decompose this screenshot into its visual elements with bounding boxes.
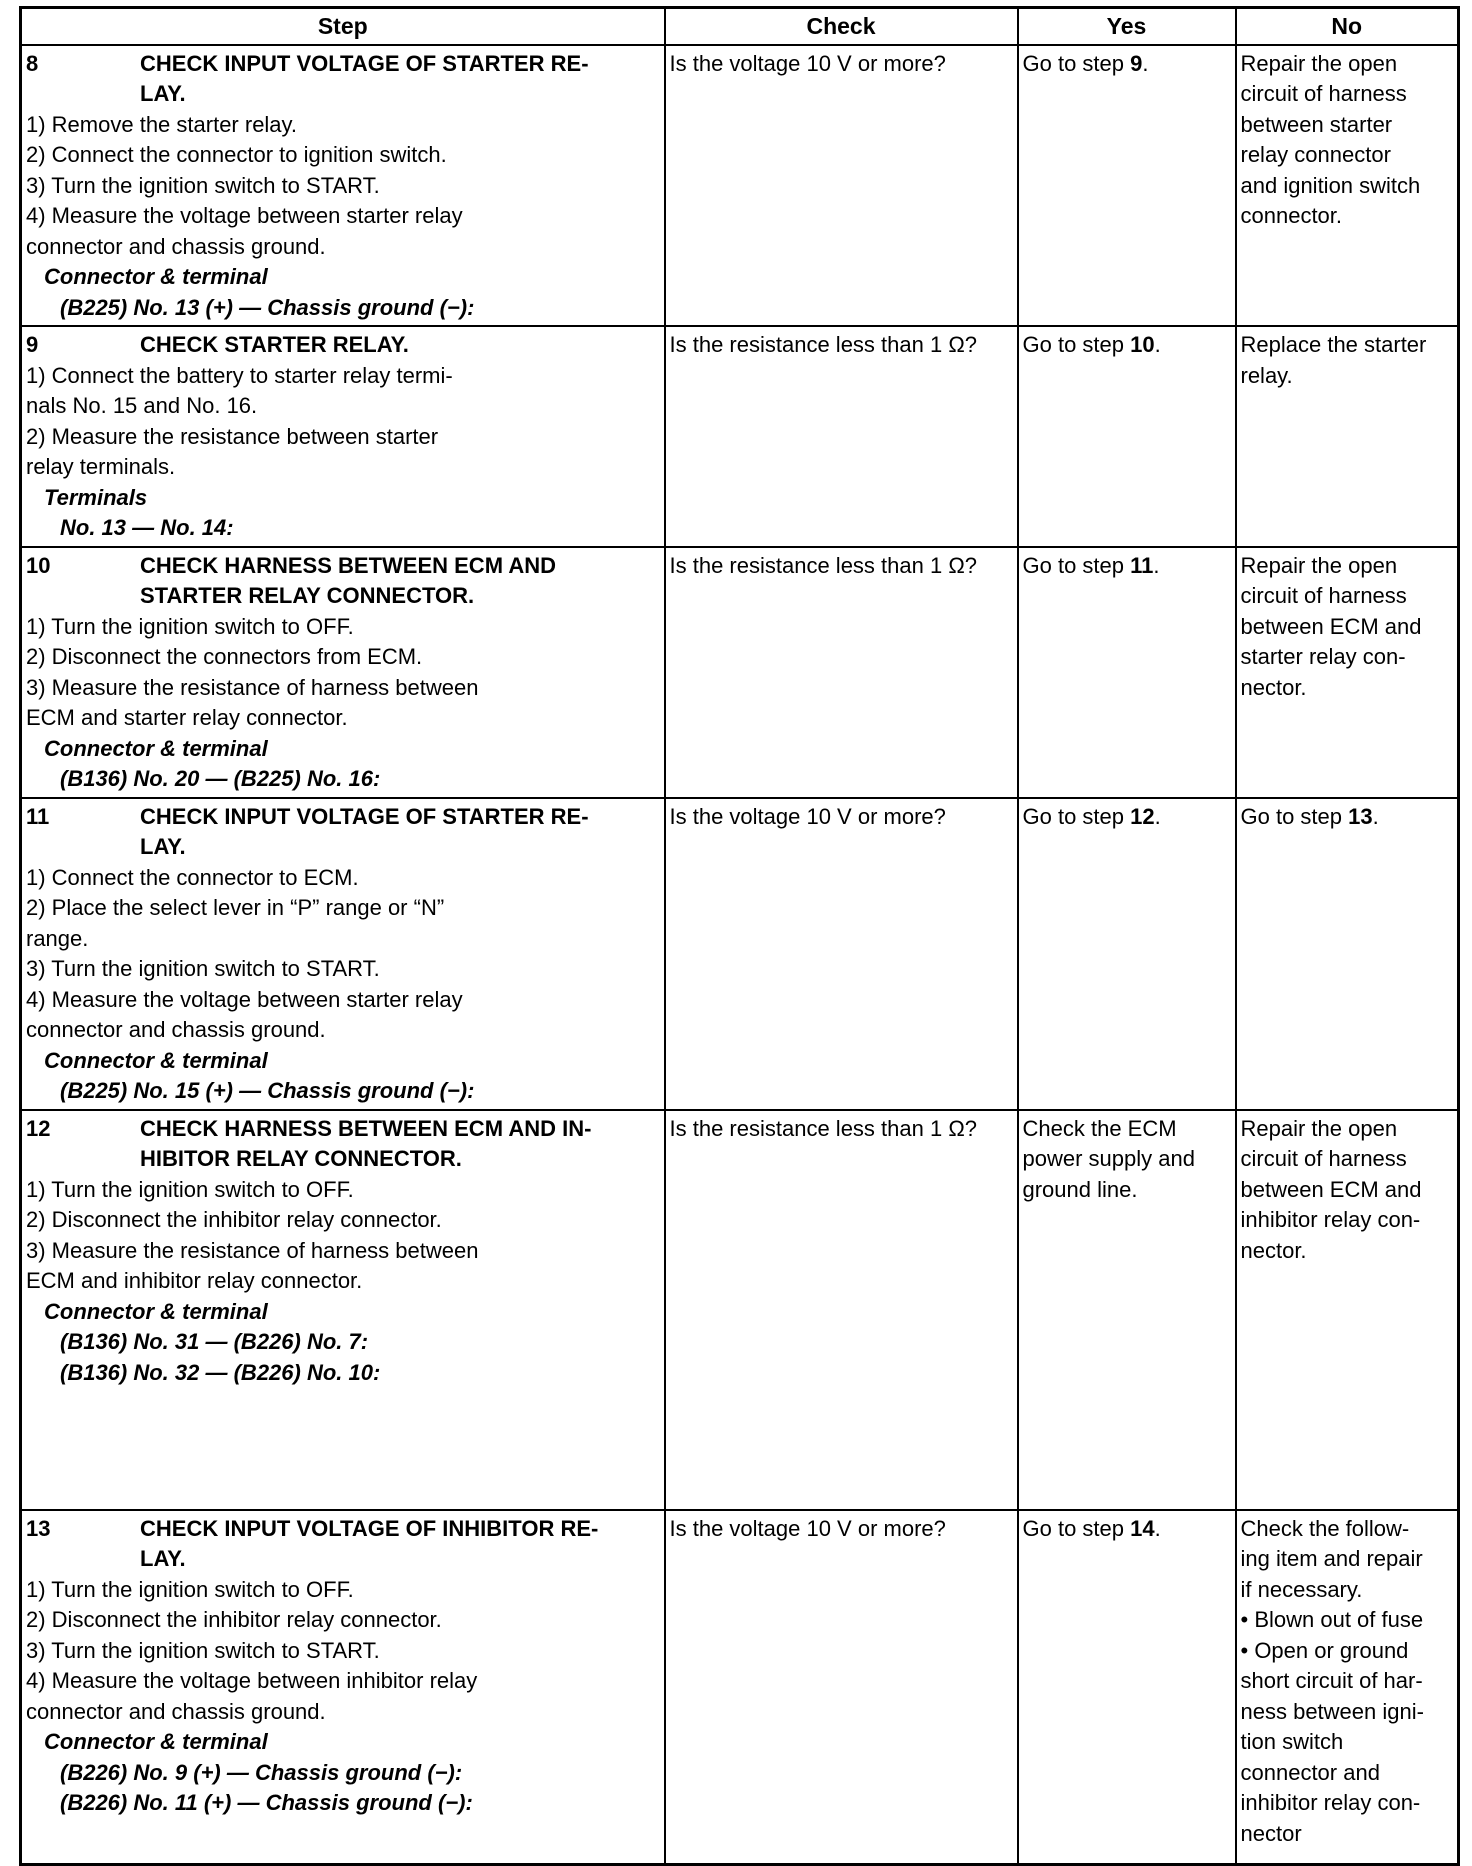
instruction: 2) Place the select lever in “P” range or “N” [26,895,445,920]
check-cell: Is the voltage 10 V or more? [665,798,1018,1110]
terminal-label: Connector & terminal [44,1047,268,1073]
step-title: CHECK INPUT VOLTAGE OF STARTER RE- [140,50,589,76]
diagnostic-table [19,6,1460,1866]
no-text: if necessary. [1240,1576,1363,1602]
yes-cell [1018,798,1236,1110]
step-title: CHECK HARNESS BETWEEN ECM AND [140,552,556,578]
yes-cell [1018,1110,1236,1510]
terminal-label: Connector & terminal [44,735,268,761]
no-text: circuit of harness [1240,1146,1407,1171]
no-text: connector. [1240,203,1343,228]
step-title: CHECK STARTER RELAY. [140,332,409,357]
yes-step-ref: 10 [1130,332,1155,357]
no-cell [1236,1110,1459,1510]
yes-text: power supply and [1022,1146,1195,1171]
check-cell: Is the voltage 10 V or more? [665,1510,1018,1865]
yes-step-ref: 12 [1130,803,1155,829]
no-text: nector. [1240,674,1307,700]
instruction: 1) Turn the ignition switch to OFF. [26,1176,354,1202]
terminal-value: (B136) No. 20 — (B225) No. 16: [60,766,381,791]
instruction: relay terminals. [26,454,176,479]
step-title: LAY. [140,81,186,106]
instruction: 3) Measure the resistance of harness between [26,1237,479,1263]
yes-step-ref: 14 [1130,1515,1155,1541]
instruction: connector and chassis ground. [26,1017,326,1042]
instruction: 2) Disconnect the inhibitor relay connector. [26,1207,442,1232]
step-number: 11 [26,803,50,829]
instruction: 2) Connect the connector to ignition switch. [26,142,447,167]
instruction: 3) Turn the ignition switch to START. [26,956,380,981]
no-cell [1236,326,1459,547]
no-text: ness between igni- [1240,1698,1424,1724]
instruction: range. [26,925,89,951]
no-text: Repair the open [1240,50,1398,76]
no-text: starter relay con- [1240,644,1406,669]
yes-text: Check the ECM [1022,1115,1177,1141]
yes-text: Go to step [1022,552,1131,578]
yes-step-ref: 11 [1130,552,1154,578]
yes-text-end: . [1142,50,1149,76]
terminal-value: (B226) No. 9 (+) — Chassis ground (−): [60,1759,463,1785]
no-text: ing item and repair [1240,1546,1423,1571]
no-text: • Blown out of fuse [1240,1607,1424,1632]
yes-cell [1018,326,1236,547]
no-text: tion switch [1240,1729,1344,1754]
table-row-step-12 [21,1110,1459,1510]
instruction: 1) Connect the battery to starter relay termi- [26,362,453,388]
no-text: • Open or ground [1240,1637,1409,1663]
step-number: 12 [26,1115,51,1141]
no-text: Repair the open [1240,1115,1398,1141]
no-text: between starter [1240,111,1393,137]
header-yes: Yes [1018,8,1236,45]
step-cell [21,1510,665,1865]
terminal-label: Connector & terminal [44,1729,268,1754]
yes-text: Go to step [1022,332,1131,357]
no-text: Replace the starter [1240,332,1427,357]
instruction: 3) Measure the resistance of harness between [26,674,479,700]
terminal-value: (B136) No. 31 — (B226) No. 7: [60,1329,369,1354]
terminal-value: (B226) No. 11 (+) — Chassis ground (−): [60,1790,473,1815]
yes-text: Go to step [1022,1515,1131,1541]
terminal-value: (B225) No. 15 (+) — Chassis ground (−): [60,1078,475,1103]
terminal-value: (B225) No. 13 (+) — Chassis ground (−): [60,294,475,320]
check-cell: Is the voltage 10 V or more? [665,45,1018,327]
no-cell [1236,45,1459,327]
no-cell [1236,798,1459,1110]
yes-text: Go to step [1022,50,1131,76]
step-title: CHECK HARNESS BETWEEN ECM AND IN- [140,1115,592,1141]
instruction: 1) Connect the connector to ECM. [26,864,359,890]
terminal-value: No. 13 — No. 14: [60,515,234,540]
yes-cell [1018,547,1236,798]
instruction: 3) Turn the ignition switch to START. [26,172,380,198]
yes-text: ground line. [1022,1176,1138,1202]
step-number: 13 [26,1515,51,1541]
instruction: connector and chassis ground. [26,233,326,259]
no-text: Repair the open [1240,552,1398,578]
step-cell [21,798,665,1110]
step-cell [21,547,665,798]
step-title: HIBITOR RELAY CONNECTOR. [140,1146,462,1171]
instruction: 1) Turn the ignition switch to OFF. [26,1576,354,1602]
instruction: 4) Measure the voltage between inhibitor relay [26,1668,478,1693]
yes-cell [1018,45,1236,327]
yes-step-ref: 9 [1130,50,1143,76]
instruction: 2) Disconnect the inhibitor relay connector. [26,1607,442,1632]
instruction: 2) Measure the resistance between starter [26,423,439,449]
instruction: nals No. 15 and No. 16. [26,393,258,418]
check-cell: Is the resistance less than 1 Ω? [665,326,1018,547]
no-step-ref: 13 [1348,803,1373,829]
instruction: 2) Disconnect the connectors from ECM. [26,644,423,669]
step-number: 10 [26,552,51,578]
no-text: relay connector [1240,142,1391,167]
terminal-label: Connector & terminal [44,264,268,289]
no-text: circuit of harness [1240,81,1407,106]
yes-text-end: . [1153,552,1160,578]
step-number: 9 [26,332,39,357]
check-cell: Is the resistance less than 1 Ω? [665,547,1018,798]
instruction: 1) Turn the ignition switch to OFF. [26,613,354,639]
step-cell [21,45,665,327]
step-title: LAY. [140,834,186,859]
check-cell: Is the resistance less than 1 Ω? [665,1110,1018,1510]
no-text: inhibitor relay con- [1240,1207,1421,1232]
no-text: between ECM and [1240,613,1422,639]
instruction: 4) Measure the voltage between starter relay [26,203,463,228]
no-text: inhibitor relay con- [1240,1790,1421,1815]
table-row-step-9 [21,326,1459,547]
no-text: nector. [1240,1237,1307,1263]
no-text: and ignition switch [1240,172,1421,198]
table-row-step-11 [21,798,1459,1110]
no-cell [1236,547,1459,798]
no-text: connector and [1240,1759,1380,1785]
table-row-step-13 [21,1510,1459,1865]
terminal-value: (B136) No. 32 — (B226) No. 10: [60,1359,381,1385]
no-text: nector [1240,1820,1302,1846]
terminal-label: Terminals [44,484,148,510]
instruction: 4) Measure the voltage between starter relay [26,986,463,1012]
step-cell [21,1110,665,1510]
yes-cell [1018,1510,1236,1865]
instruction: 1) Remove the starter relay. [26,111,298,137]
no-text: Check the follow- [1240,1515,1410,1541]
instruction: 3) Turn the ignition switch to START. [26,1637,380,1663]
instruction: ECM and inhibitor relay connector. [26,1268,363,1293]
step-number: 8 [26,50,39,76]
no-text: relay. [1240,362,1293,388]
no-text-end: . [1372,803,1379,829]
table-row-step-10 [21,547,1459,798]
no-text: between ECM and [1240,1176,1422,1202]
step-title: CHECK INPUT VOLTAGE OF INHIBITOR RE- [140,1515,599,1541]
header-row [21,8,1459,45]
no-text: circuit of harness [1240,583,1407,608]
yes-text: Go to step [1022,803,1131,829]
terminal-label: Connector & terminal [44,1298,268,1324]
header-no: No [1236,8,1459,45]
header-check: Check [665,8,1018,45]
instruction: ECM and starter relay connector. [26,705,348,730]
no-text: Go to step [1240,803,1349,829]
table-row-step-8 [21,45,1459,327]
yes-text-end: . [1154,803,1161,829]
instruction: connector and chassis ground. [26,1698,326,1724]
step-title: LAY. [140,1546,186,1571]
step-title: CHECK INPUT VOLTAGE OF STARTER RE- [140,803,589,829]
yes-text-end: . [1154,1515,1161,1541]
step-cell [21,326,665,547]
yes-text-end: . [1154,332,1161,357]
step-title: STARTER RELAY CONNECTOR. [140,583,475,608]
header-step: Step [21,8,665,45]
no-text: short circuit of har- [1240,1668,1423,1693]
no-cell [1236,1510,1459,1865]
